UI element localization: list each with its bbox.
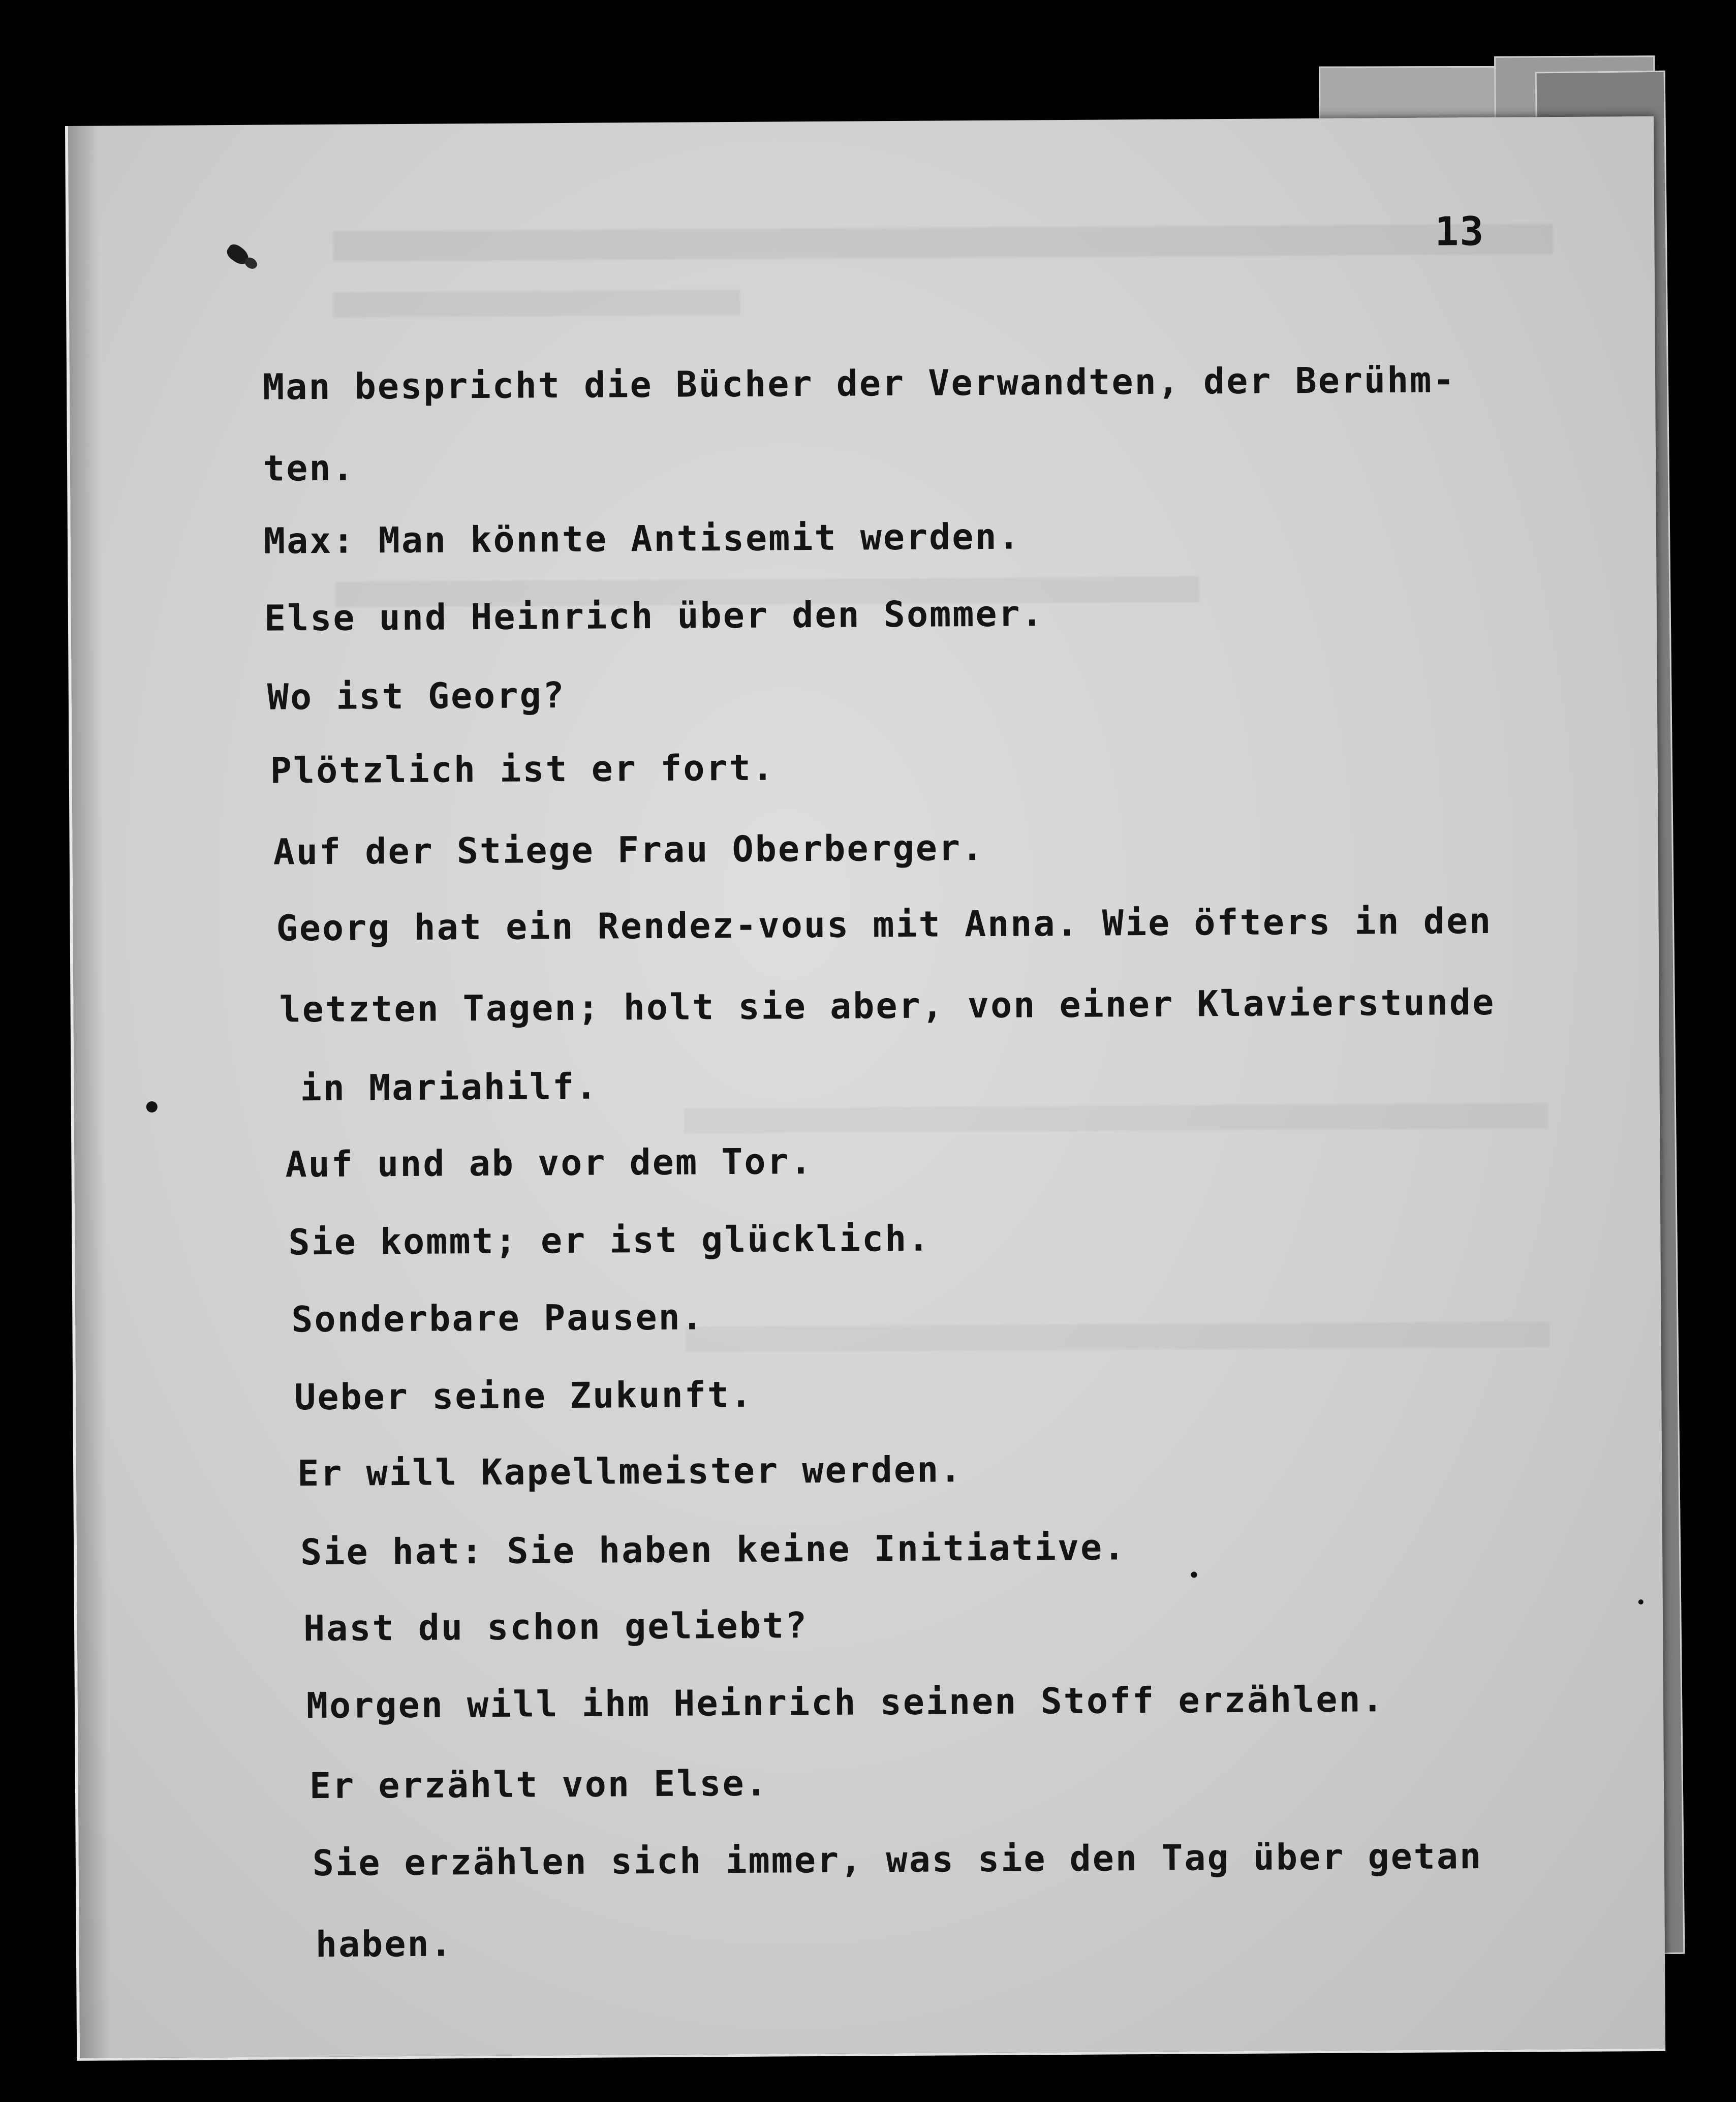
text-line: Hast du schon geliebt? bbox=[303, 1604, 809, 1650]
text-line: Auf und ab vor dem Tor. bbox=[285, 1140, 814, 1186]
page-number: 13 bbox=[1435, 208, 1485, 255]
text-line: Plötzlich ist er fort. bbox=[270, 747, 776, 792]
bleed-through-shadow bbox=[685, 1321, 1549, 1352]
page-edge-shadow bbox=[68, 126, 110, 2058]
bleed-through-shadow bbox=[333, 224, 1553, 262]
speck-mark bbox=[1638, 1599, 1644, 1604]
text-line: ten. bbox=[263, 447, 355, 489]
text-line: letzten Tagen; holt sie aber, von einer Klavierstunde bbox=[279, 981, 1496, 1031]
text-line: Wo ist Georg? bbox=[267, 674, 566, 718]
text-line: Er will Kapellmeister werden. bbox=[297, 1448, 963, 1495]
text-line: in Mariahilf. bbox=[300, 1065, 599, 1109]
speck-mark bbox=[146, 1101, 158, 1112]
text-line: Sonderbare Pausen. bbox=[291, 1296, 705, 1341]
bleed-through-shadow bbox=[333, 290, 740, 318]
text-line: Sie kommt; er ist glücklich. bbox=[288, 1217, 931, 1263]
text-line: Ueber seine Zukunft. bbox=[294, 1373, 754, 1418]
text-line: Sie hat: Sie haben keine Initiative. bbox=[300, 1526, 1127, 1573]
speck-mark bbox=[1191, 1571, 1197, 1578]
text-line: Er erzählt von Else. bbox=[309, 1762, 769, 1807]
text-line: Max: Man könnte Antisemit werden. bbox=[263, 515, 1021, 562]
text-line: Auf der Stiege Frau Oberberger. bbox=[273, 826, 985, 873]
text-line: Man bespricht die Bücher der Verwandten, der Berühm- bbox=[262, 359, 1456, 408]
text-line: Sie erzählen sich immer, was sie den Tag über getan bbox=[312, 1835, 1483, 1884]
text-line: Georg hat ein Rendez-vous mit Anna. Wie öfters in den bbox=[276, 900, 1493, 949]
bleed-through-shadow bbox=[684, 1103, 1548, 1133]
text-line: haben. bbox=[315, 1923, 453, 1966]
text-line: Else und Heinrich über den Sommer. bbox=[264, 593, 1045, 639]
typewritten-page bbox=[65, 116, 1665, 2061]
text-line: Morgen will ihm Heinrich seinen Stoff erzählen. bbox=[306, 1678, 1385, 1727]
